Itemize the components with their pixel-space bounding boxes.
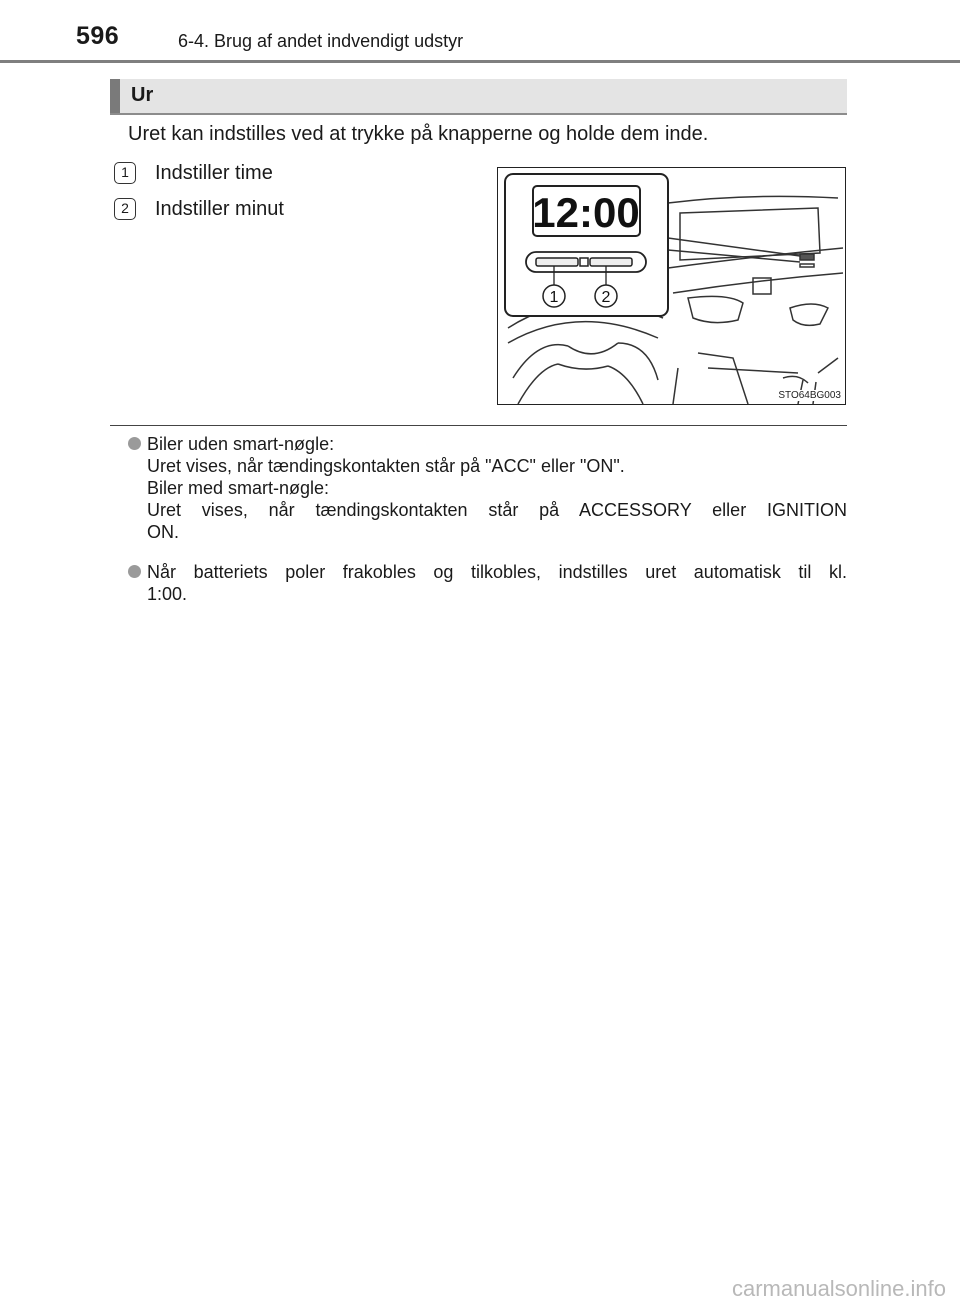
- header-rule: [0, 60, 960, 63]
- bullet-icon: [128, 437, 141, 450]
- note-line: Biler uden smart-nøgle:: [147, 434, 335, 454]
- chapter-title: 6-4. Brug af andet indvendigt udstyr: [178, 31, 464, 51]
- callout-2-label: 2: [601, 289, 611, 306]
- section-accent: [110, 79, 120, 113]
- note-smart-key: [128, 433, 847, 543]
- page-number: 596: [76, 22, 120, 50]
- section-rule: [110, 425, 847, 426]
- step-number-badge: 2: [114, 198, 136, 220]
- note-line: ON.: [147, 522, 180, 542]
- clock-display-text: 12:00: [532, 189, 640, 236]
- watermark: carmanualsonline.info: [731, 1276, 946, 1301]
- button-divider: [580, 258, 588, 266]
- note-battery: [128, 561, 847, 605]
- intro-text: Uret kan indstilles ved at trykke på knapperne og holde dem inde.: [128, 123, 709, 145]
- step-label: Indstiller minut: [155, 198, 284, 220]
- note-line: Når batteriets poler frakobles og tilkobles, indstilles uret automatisk til kl.: [147, 562, 847, 582]
- note-line: Uret vises, når tændingskontakten står på ACCESSORY eller IGNITION: [147, 500, 847, 520]
- clock-illustration: [497, 167, 846, 405]
- hour-button: [536, 258, 578, 266]
- note-line: 1:00.: [147, 584, 188, 604]
- section-title: Ur: [131, 84, 154, 106]
- note-line: Biler med smart-nøgle:: [147, 478, 330, 498]
- figure-code: STO64BG003: [778, 390, 841, 401]
- minute-button: [590, 258, 632, 266]
- section-heading-bar: [110, 79, 847, 115]
- note-line: Uret vises, når tændingskontakten står på "ACC" eller "ON".: [147, 456, 625, 476]
- step-label: Indstiller time: [155, 162, 273, 184]
- callout-1-label: 1: [549, 289, 559, 306]
- dashboard-drawing: [498, 168, 846, 405]
- bullet-icon: [128, 565, 141, 578]
- step-number-badge: 1: [114, 162, 136, 184]
